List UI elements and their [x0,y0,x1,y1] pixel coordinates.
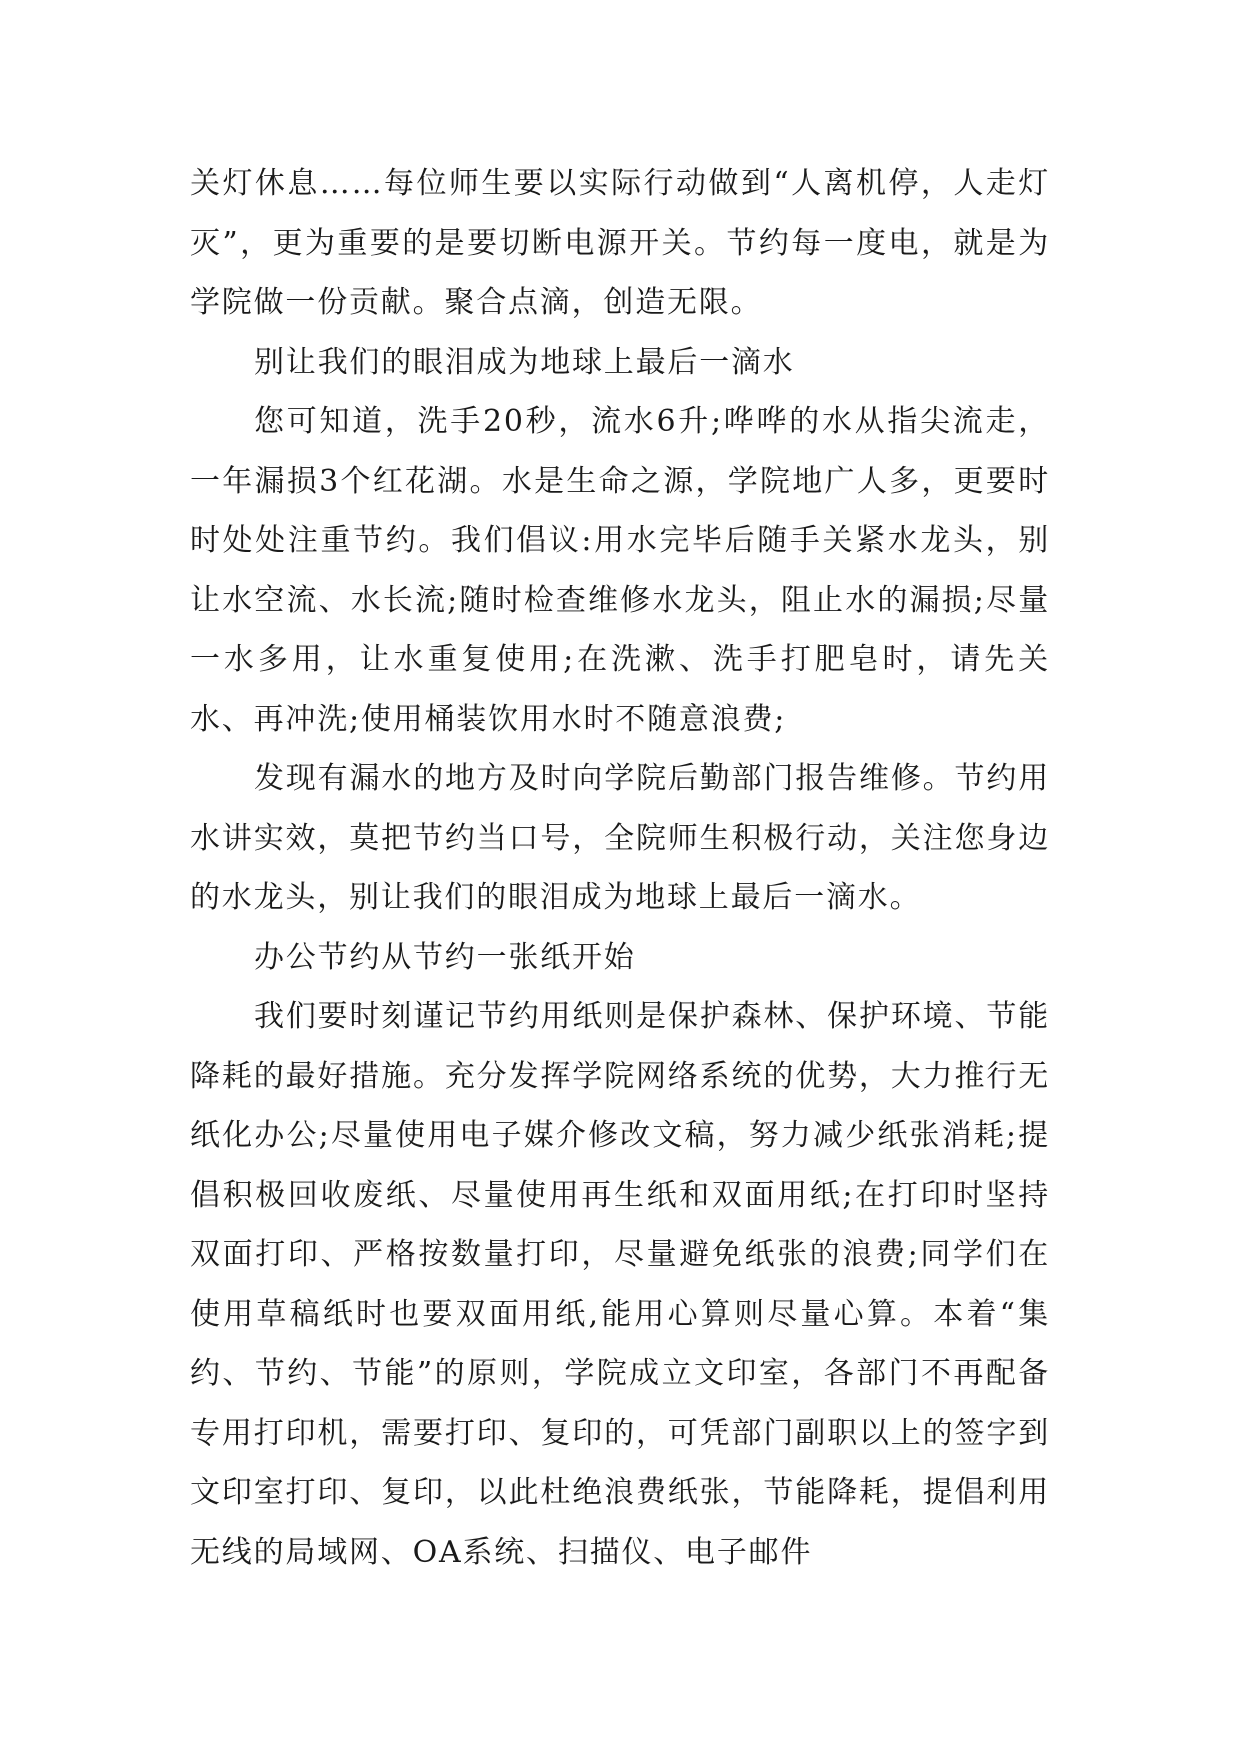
heading-water-saving: 别让我们的眼泪成为地球上最后一滴水 [254,344,795,380]
document-body [190,154,1050,1582]
paragraph-water-leak-report: 发现有漏水的地方及时向学院后勤部门报告维修。节约用水讲实效，莫把节约当口号，全院师生积极行动，关注您身边的水龙头，别让我们的眼泪成为地球上最后一滴水。 [190,761,1050,915]
paragraph-water-saving: 您可知道，洗手20秒，流水6升;哗哗的水从指尖流走，一年漏损3个红花湖。水是生命之源，学院地广人多，更要时时处处注重节约。我们倡议:用水完毕后随手关紧水龙头，别让水空流、水长流;随时检查维修水龙头，阻止水的漏损;尽量一水多用，让水重复使用;在洗漱、洗手打肥皂时，请先关水、再冲洗;使用桶装饮用水时不随意浪费; [190,404,1050,737]
paragraph-paper-saving: 我们要时刻谨记节约用纸则是保护森林、保护环境、节能降耗的最好措施。充分发挥学院网络系统的优势，大力推行无纸化办公;尽量使用电子媒介修改文稿，努力减少纸张消耗;提倡积极回收废纸、尽量使用再生纸和双面用纸;在打印时坚持双面打印、严格按数量打印，尽量避免纸张的浪费;同学们在使用草稿纸时也要双面用纸,能用心算则尽量心算。本着“集约、节约、节能”的原则，学院成立文印室，各部门不再配备专用打印机，需要打印、复印的，可凭部门副职以上的签字到文印室打印、复印，以此杜绝浪费纸张，节能降耗，提倡利用无线的局域网、OA系统、扫描仪、电子邮件 [190,999,1050,1570]
heading-paper-saving: 办公节约从节约一张纸开始 [254,939,636,975]
paragraph-power-saving: 关灯休息……每位师生要以实际行动做到“人离机停，人走灯灭”，更为重要的是要切断电源开关。节约每一度电，就是为学院做一份贡献。聚合点滴，创造无限。 [190,166,1050,320]
